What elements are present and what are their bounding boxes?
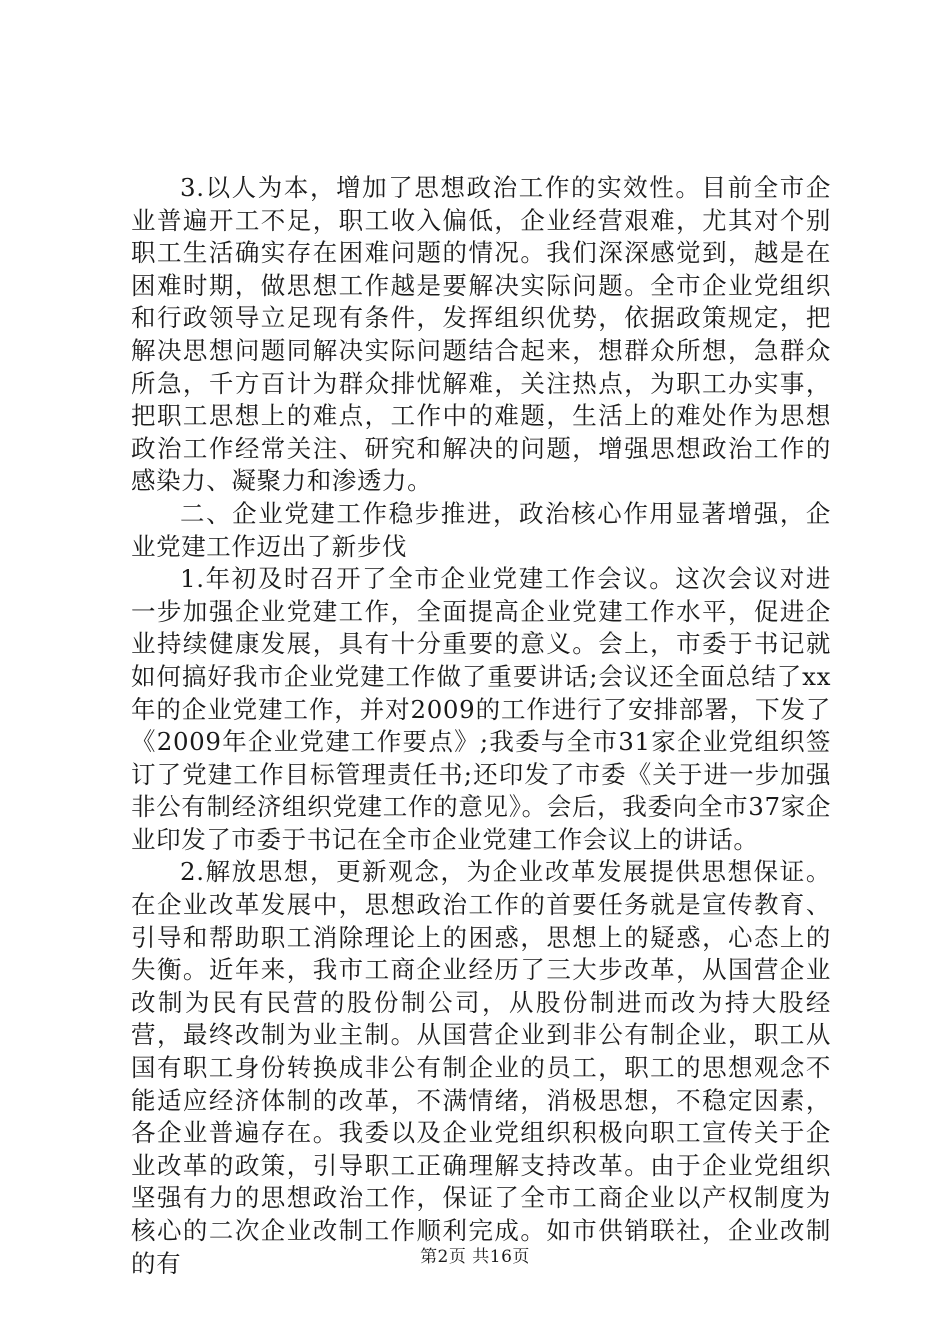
paragraph-item-1: 1.年初及时召开了全市企业党建工作会议。这次会议对进一步加强企业党建工作，全面提高企业党建工作水平，促进企业持续健康发展，具有十分重要的意义。会上，市委于书记就如何搞好我市企业党建工作做了重要讲话;会议还全面总结了xx年的企业党建工作，并对2009的工作进行了安排部署，下发了《2009年企业党建工作要点》;我委与全市31家企业党组织签订了党建工作目标管理责任书;还印发了市委《关于进一步加强非公有制经济组织党建工作的意见》。会后，我委向全市37家企业印发了市委于书记在全市企业党建工作会议上的讲话。 [131, 564, 831, 854]
paragraph-section-3: 3.以人为本，增加了思想政治工作的实效性。目前全市企业普遍开工不足，职工收入偏低，企业经营艰难，尤其对个别职工生活确实存在困难问题的情况。我们深深感觉到，越是在困难时期，做思想工作越是要解决实际问题。全市企业党组织和行政领导立足现有条件，发挥组织优势，依据政策规定，把解决思想问题同解决实际问题结合起来，想群众所想，急群众所急，千方百计为群众排忧解难，关注热点，为职工办实事，把职工思想上的难点，工作中的难题，生活上的难处作为思想政治工作经常关注、研究和解决的问题，增强思想政治工作的感染力、凝聚力和渗透力。 [131, 173, 831, 496]
paragraph-item-2: 2.解放思想，更新观念，为企业改革发展提供思想保证。在企业改革发展中，思想政治工作的首要任务就是宣传教育、引导和帮助职工消除理论上的困惑，思想上的疑惑，心态上的失衡。近年来，我市工商企业经历了三大步改革，从国营企业改制为民有民营的股份制公司，从股份制进而改为持大股经营，最终改制为业主制。从国营企业到非公有制企业，职工从国有职工身份转换成非公有制企业的员工，职工的思想观念不能适应经济体制的改革，不满情绪，消极思想，不稳定因素，各企业普遍存在。我委以及企业党组织积极向职工宣传关于企业改革的政策，引导职工正确理解支持改革。由于企业党组织坚强有力的思想政治工作，保证了全市工商企业以产权制度为核心的二次企业改制工作顺利完成。如市供销联社，企业改制的有 [131, 857, 831, 1278]
document-body [131, 172, 831, 1280]
heading-section-two: 二、企业党建工作稳步推进，政治核心作用显著增强，企业党建工作迈出了新步伐 [131, 498, 831, 561]
page-footer: 第2页 共16页 [420, 1247, 530, 1267]
